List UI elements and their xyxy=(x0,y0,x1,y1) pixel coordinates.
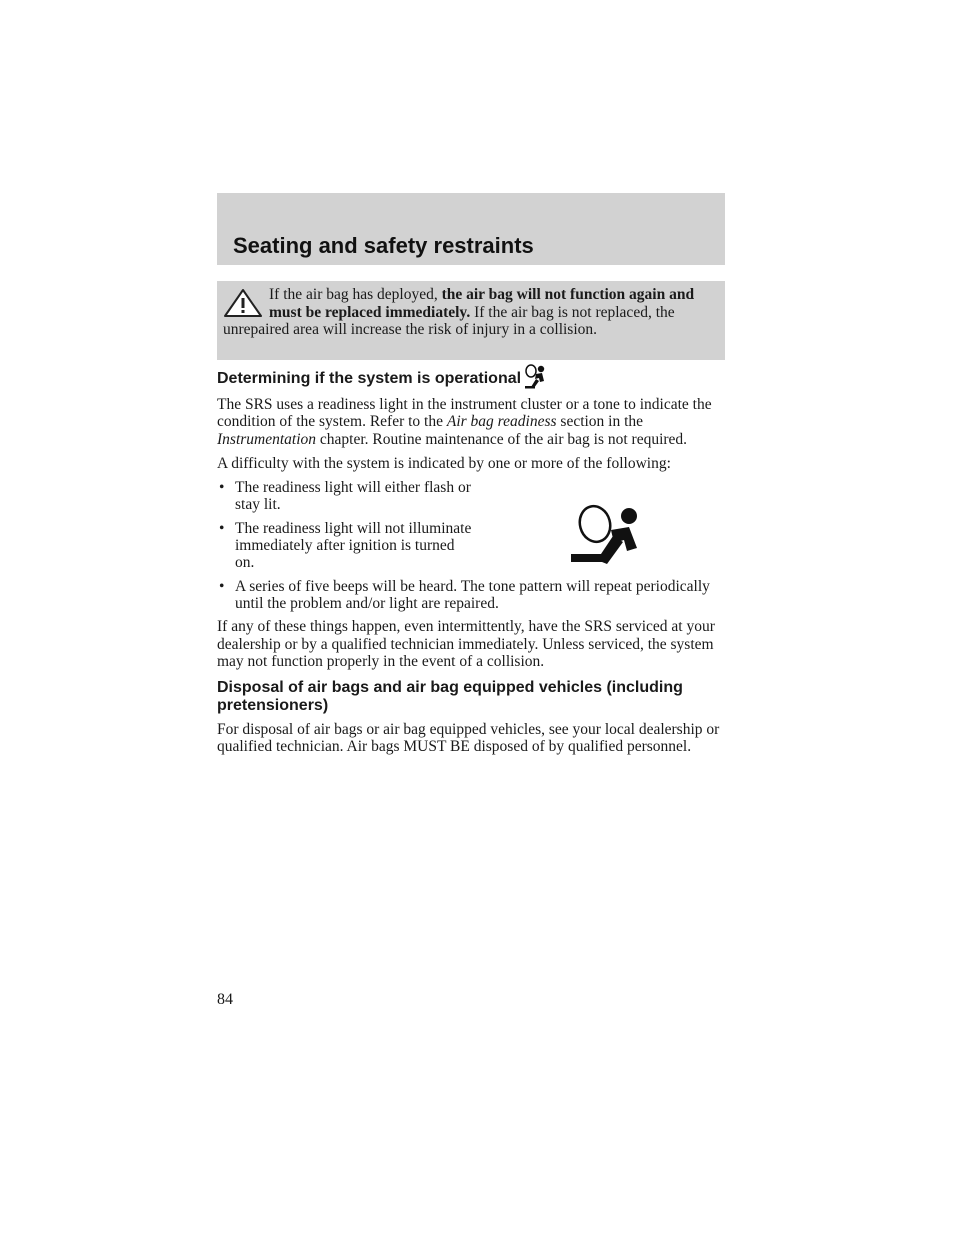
bullet-list xyxy=(217,479,737,612)
link-instrumentation: Instrumentation xyxy=(217,430,317,448)
list-item-text: A series of five beeps will be heard. The tone pattern will repeat periodically until the problem and/or light are repaired. xyxy=(235,577,710,612)
list-item-text: The readiness light will either flash or stay lit. xyxy=(235,479,471,514)
section-heading-disposal: Disposal of air bags and air bag equipped vehicles (including pretensioners) xyxy=(217,679,683,715)
paragraph-difficulty: A difficulty with the system is indicated by one or more of the following: xyxy=(217,454,671,472)
page-number: 84 xyxy=(217,991,233,1008)
paragraph-disposal: For disposal of air bags or air bag equipped vehicles, see your local dealership or qualified technician. Air bags MUST BE disposed of by qualified personnel. xyxy=(217,721,720,756)
para1-text-b: section in the xyxy=(560,413,644,431)
section-heading-operational xyxy=(217,370,737,390)
bullet-list-wrap xyxy=(217,479,737,612)
main-content xyxy=(217,370,737,763)
section-heading-text: Determining if the system is operational xyxy=(217,370,522,387)
warning-box xyxy=(217,281,725,360)
paragraph-readiness xyxy=(217,396,737,448)
page-title: Seating and safety restraints xyxy=(233,233,534,258)
link-air-bag-readiness: Air bag readiness xyxy=(446,413,557,431)
paragraph-service: If any of these things happen, even intermittently, have the SRS serviced at your dealership or by a qualified technician immediately. Unless serviced, the system may not function properly in the event of a collision. xyxy=(217,618,715,670)
bullet-dot: • xyxy=(219,519,225,537)
warning-intro: If the air bag has deployed, xyxy=(269,286,438,303)
warning-rest: If the air bag is not replaced, the unrepaired area will increase the risk of injury in a collision. xyxy=(223,303,675,338)
list-item-text: The readiness light will not illuminate immediately after ignition is turned on. xyxy=(235,519,472,572)
list-item xyxy=(217,520,475,572)
warning-text xyxy=(223,286,717,339)
list-item xyxy=(217,479,475,514)
bullet-dot: • xyxy=(219,577,225,595)
list-item xyxy=(217,578,737,613)
warning-bold: the air bag will not function again and must be replaced immediately. xyxy=(269,286,695,321)
bullet-dot: • xyxy=(219,479,225,497)
airbag-icon xyxy=(523,364,551,390)
para1-text-c: chapter. Routine maintenance of the air bag is not required. xyxy=(319,430,688,448)
para1-text-a: The SRS uses a readiness light in the instrument cluster or a tone to indicate the condition of the system. Refer to the xyxy=(217,396,712,431)
airbag-indicator-icon xyxy=(567,502,659,564)
header-band xyxy=(217,193,725,265)
warning-triangle-icon xyxy=(223,288,263,318)
